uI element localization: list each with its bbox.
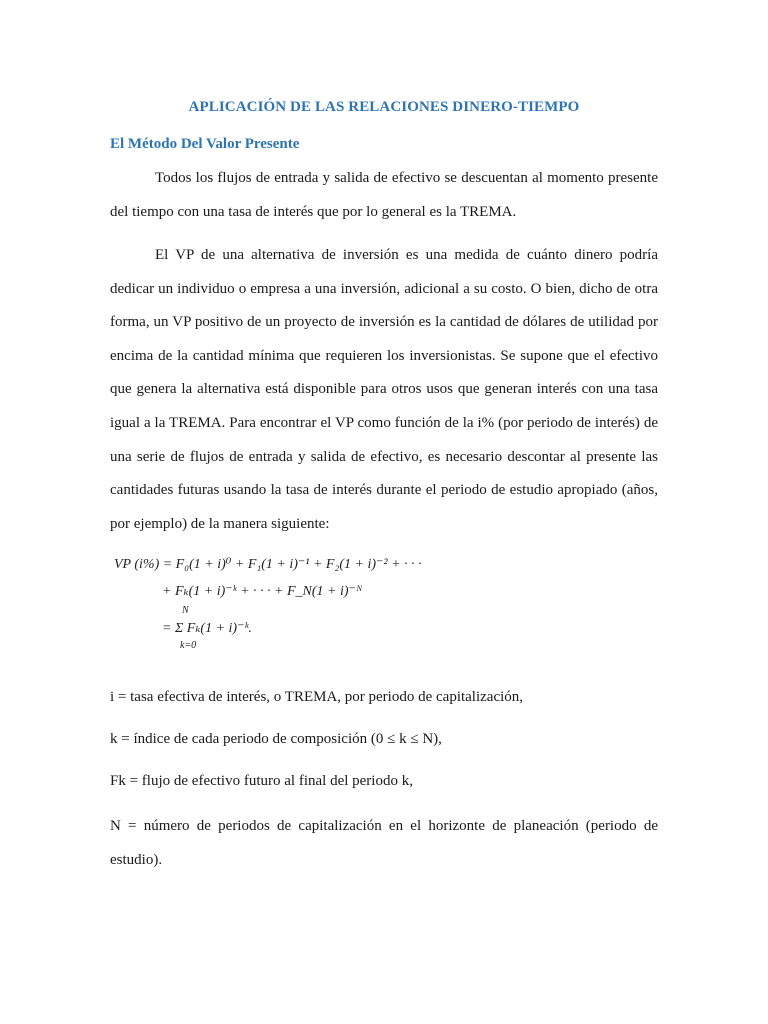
definition-i: i = tasa efectiva de interés, o TREMA, por periodo de capitalización,: [110, 689, 524, 705]
sum-upper-limit: N: [182, 605, 189, 616]
paragraph-intro: Todos los flujos de entrada y salida de efectivo se descuentan al momento presente del tiempo con una tasa de interés que por lo general es la TREMA.: [110, 170, 658, 220]
definition-k: k = índice de cada periodo de composición (0 ≤ k ≤ N),: [110, 731, 442, 747]
definition-fk: Fk = flujo de efectivo futuro al final del periodo k,: [110, 773, 413, 789]
formula-line-2: + Fₖ(1 + i)⁻ᵏ + · · · + F_N(1 + i)⁻ᴺ: [162, 584, 363, 599]
sum-lower-limit: k=0: [180, 640, 197, 651]
definition-n: N = número de periodos de capitalización en el horizonte de planeación (periodo de estudio).: [110, 818, 658, 868]
formula-line-3: = Σ Fₖ(1 + i)⁻ᵏ.: [162, 621, 252, 636]
document-title: APLICACIÓN DE LAS RELACIONES DINERO-TIEMPO: [188, 99, 580, 115]
section-heading: El Método Del Valor Presente: [110, 136, 300, 152]
formula-line-1: VP (i%) = F₀(1 + i)⁰ + F₁(1 + i)⁻¹ + F₂(1 + i)⁻² + · · ·: [114, 557, 422, 572]
paragraph-vp-definition: El VP de una alternativa de inversión es una medida de cuánto dinero podría dedicar un individuo o empresa a una inversión, adicional a su costo. O bien, dicho de otra forma, un VP positivo de un proyecto de inversión es la cantidad de dólares de utilidad por encima de la cantidad mínima que requieren los inversionistas. Se supone que el efectivo que genera la alternativa está disponible para otros usos que generan interés con una tasa igual a la TREMA. Para encontrar el VP como función de la i% (por periodo de interés) de una serie de flujos de entrada y salida de efectivo, es necesario descontar al presente las cantidades futuras usando la tasa de interés durante el periodo de estudio apropiado (años, por ejemplo) de la manera siguiente:: [110, 247, 658, 532]
